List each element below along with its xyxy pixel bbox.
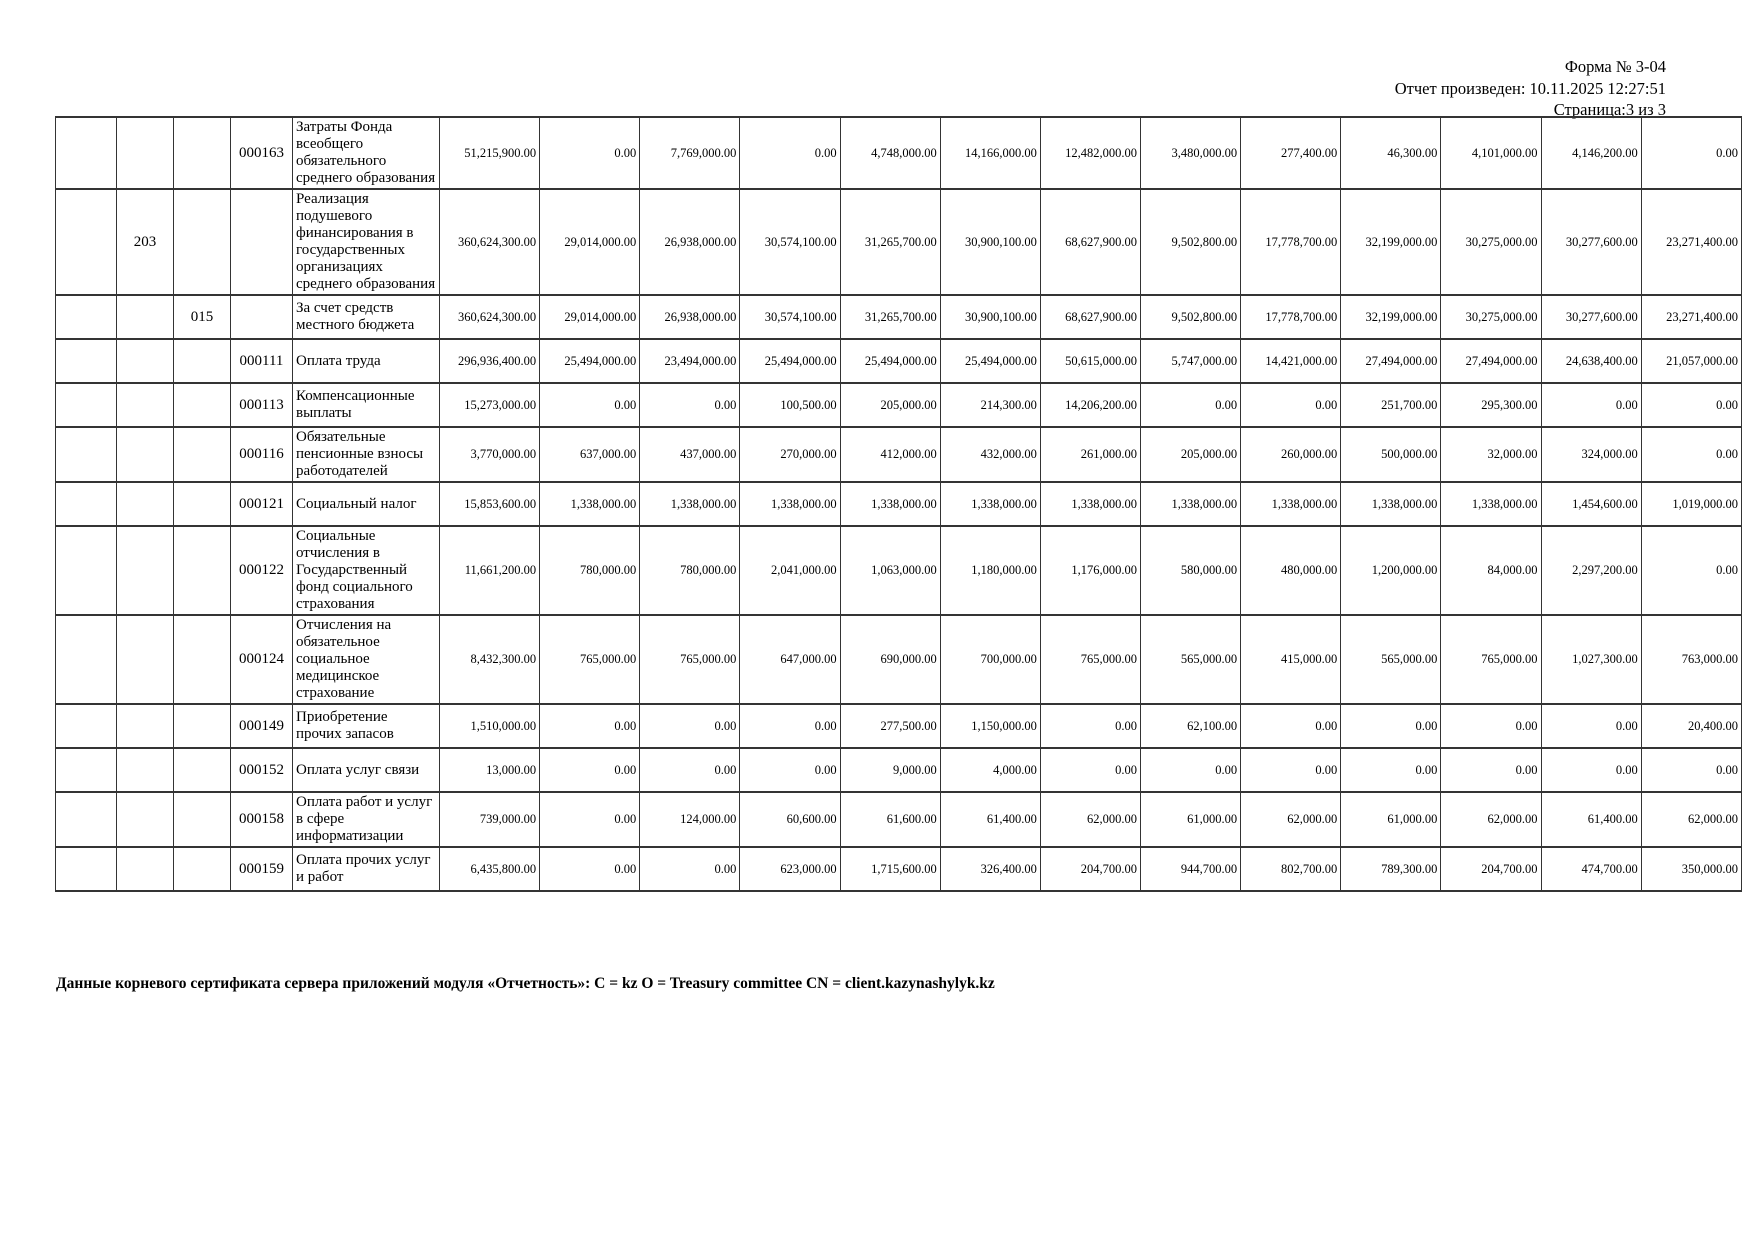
code-cell-2 [117, 615, 174, 704]
value-cell: 9,502,800.00 [1140, 189, 1240, 295]
report-table-body [56, 117, 1742, 891]
code-cell-3 [174, 189, 231, 295]
value-cell: 1,150,000.00 [940, 704, 1040, 748]
value-cell: 0.00 [740, 748, 840, 792]
value-cell: 25,494,000.00 [540, 339, 640, 383]
value-cell: 27,494,000.00 [1341, 339, 1441, 383]
value-cell: 29,014,000.00 [540, 189, 640, 295]
value-cell: 30,277,600.00 [1541, 189, 1641, 295]
value-cell: 0.00 [1541, 383, 1641, 427]
value-cell: 260,000.00 [1241, 427, 1341, 482]
code-cell-2 [117, 339, 174, 383]
value-cell: 27,494,000.00 [1441, 339, 1541, 383]
code-cell-4 [231, 295, 293, 339]
value-cell: 0.00 [740, 704, 840, 748]
value-cell: 474,700.00 [1541, 847, 1641, 891]
value-cell: 5,747,000.00 [1140, 339, 1240, 383]
value-cell: 62,100.00 [1140, 704, 1240, 748]
code-cell-2: 203 [117, 189, 174, 295]
value-cell: 30,277,600.00 [1541, 295, 1641, 339]
value-cell: 360,624,300.00 [440, 189, 540, 295]
description-cell: Реализация подушевого финансирования в государственных организациях среднего образования [293, 189, 440, 295]
value-cell: 31,265,700.00 [840, 189, 940, 295]
value-cell: 277,400.00 [1241, 117, 1341, 189]
value-cell: 84,000.00 [1441, 526, 1541, 615]
table-row [56, 117, 1742, 189]
code-cell-2 [117, 482, 174, 526]
value-cell: 50,615,000.00 [1040, 339, 1140, 383]
value-cell: 580,000.00 [1140, 526, 1240, 615]
value-cell: 0.00 [640, 847, 740, 891]
form-number: Форма № 3-04 [1564, 57, 1666, 76]
value-cell: 437,000.00 [640, 427, 740, 482]
value-cell: 61,400.00 [1541, 792, 1641, 847]
code-cell-3 [174, 482, 231, 526]
code-cell-2 [117, 792, 174, 847]
code-cell-3: 015 [174, 295, 231, 339]
value-cell: 0.00 [1541, 704, 1641, 748]
value-cell: 17,778,700.00 [1241, 189, 1341, 295]
value-cell: 205,000.00 [1140, 427, 1240, 482]
value-cell: 1,338,000.00 [840, 482, 940, 526]
value-cell: 61,000.00 [1140, 792, 1240, 847]
code-cell-1 [56, 383, 117, 427]
value-cell: 0.00 [1641, 526, 1741, 615]
value-cell: 25,494,000.00 [740, 339, 840, 383]
value-cell: 780,000.00 [540, 526, 640, 615]
value-cell: 1,180,000.00 [940, 526, 1040, 615]
code-cell-4: 000149 [231, 704, 293, 748]
value-cell: 1,338,000.00 [940, 482, 1040, 526]
value-cell: 30,275,000.00 [1441, 295, 1541, 339]
value-cell: 295,300.00 [1441, 383, 1541, 427]
description-cell: Оплата услуг связи [293, 748, 440, 792]
code-cell-4: 000152 [231, 748, 293, 792]
value-cell: 0.00 [1641, 117, 1741, 189]
value-cell: 1,338,000.00 [1441, 482, 1541, 526]
value-cell: 0.00 [640, 748, 740, 792]
value-cell: 68,627,900.00 [1040, 295, 1140, 339]
description-cell: Компенсационные выплаты [293, 383, 440, 427]
value-cell: 0.00 [640, 704, 740, 748]
value-cell: 0.00 [540, 748, 640, 792]
value-cell: 30,900,100.00 [940, 295, 1040, 339]
value-cell: 0.00 [540, 792, 640, 847]
value-cell: 32,199,000.00 [1341, 189, 1441, 295]
value-cell: 0.00 [540, 704, 640, 748]
table-row [56, 704, 1742, 748]
code-cell-2 [117, 295, 174, 339]
value-cell: 765,000.00 [1441, 615, 1541, 704]
value-cell: 29,014,000.00 [540, 295, 640, 339]
description-cell: Социальный налог [293, 482, 440, 526]
value-cell: 0.00 [1341, 748, 1441, 792]
value-cell: 565,000.00 [1140, 615, 1240, 704]
value-cell: 26,938,000.00 [640, 189, 740, 295]
value-cell: 1,715,600.00 [840, 847, 940, 891]
value-cell: 1,338,000.00 [1241, 482, 1341, 526]
code-cell-3 [174, 792, 231, 847]
value-cell: 62,000.00 [1241, 792, 1341, 847]
value-cell: 15,273,000.00 [440, 383, 540, 427]
value-cell: 1,338,000.00 [1040, 482, 1140, 526]
code-cell-3 [174, 615, 231, 704]
table-row [56, 615, 1742, 704]
value-cell: 690,000.00 [840, 615, 940, 704]
value-cell: 0.00 [1641, 383, 1741, 427]
value-cell: 1,338,000.00 [1341, 482, 1441, 526]
code-cell-2 [117, 704, 174, 748]
value-cell: 1,454,600.00 [1541, 482, 1641, 526]
value-cell: 60,600.00 [740, 792, 840, 847]
value-cell: 25,494,000.00 [940, 339, 1040, 383]
value-cell: 26,938,000.00 [640, 295, 740, 339]
value-cell: 1,338,000.00 [540, 482, 640, 526]
value-cell: 480,000.00 [1241, 526, 1341, 615]
value-cell: 739,000.00 [440, 792, 540, 847]
value-cell: 3,770,000.00 [440, 427, 540, 482]
value-cell: 270,000.00 [740, 427, 840, 482]
value-cell: 2,041,000.00 [740, 526, 840, 615]
code-cell-3 [174, 526, 231, 615]
value-cell: 765,000.00 [640, 615, 740, 704]
value-cell: 100,500.00 [740, 383, 840, 427]
value-cell: 214,300.00 [940, 383, 1040, 427]
table-row [56, 295, 1742, 339]
code-cell-2 [117, 748, 174, 792]
value-cell: 9,502,800.00 [1140, 295, 1240, 339]
table-row [56, 427, 1742, 482]
value-cell: 30,275,000.00 [1441, 189, 1541, 295]
value-cell: 0.00 [1341, 704, 1441, 748]
value-cell: 0.00 [740, 117, 840, 189]
description-cell: Приобретение прочих запасов [293, 704, 440, 748]
table-row [56, 847, 1742, 891]
value-cell: 500,000.00 [1341, 427, 1441, 482]
table-row [56, 482, 1742, 526]
code-cell-1 [56, 189, 117, 295]
code-cell-2 [117, 117, 174, 189]
description-cell: Оплата труда [293, 339, 440, 383]
code-cell-3 [174, 383, 231, 427]
value-cell: 61,000.00 [1341, 792, 1441, 847]
code-cell-1 [56, 792, 117, 847]
value-cell: 0.00 [1140, 748, 1240, 792]
value-cell: 0.00 [640, 383, 740, 427]
value-cell: 62,000.00 [1040, 792, 1140, 847]
table-row [56, 383, 1742, 427]
value-cell: 30,900,100.00 [940, 189, 1040, 295]
value-cell: 0.00 [1641, 748, 1741, 792]
value-cell: 637,000.00 [540, 427, 640, 482]
value-cell: 51,215,900.00 [440, 117, 540, 189]
value-cell: 204,700.00 [1040, 847, 1140, 891]
value-cell: 1,063,000.00 [840, 526, 940, 615]
value-cell: 360,624,300.00 [440, 295, 540, 339]
value-cell: 415,000.00 [1241, 615, 1341, 704]
code-cell-3 [174, 427, 231, 482]
value-cell: 11,661,200.00 [440, 526, 540, 615]
value-cell: 4,000.00 [940, 748, 1040, 792]
code-cell-4: 000121 [231, 482, 293, 526]
value-cell: 6,435,800.00 [440, 847, 540, 891]
value-cell: 763,000.00 [1641, 615, 1741, 704]
code-cell-3 [174, 847, 231, 891]
value-cell: 25,494,000.00 [840, 339, 940, 383]
code-cell-1 [56, 704, 117, 748]
code-cell-4: 000163 [231, 117, 293, 189]
value-cell: 780,000.00 [640, 526, 740, 615]
code-cell-1 [56, 748, 117, 792]
value-cell: 623,000.00 [740, 847, 840, 891]
value-cell: 13,000.00 [440, 748, 540, 792]
description-cell: Оплата прочих услуг и работ [293, 847, 440, 891]
value-cell: 204,700.00 [1441, 847, 1541, 891]
value-cell: 32,199,000.00 [1341, 295, 1441, 339]
code-cell-4: 000124 [231, 615, 293, 704]
value-cell: 765,000.00 [1040, 615, 1140, 704]
value-cell: 0.00 [540, 117, 640, 189]
value-cell: 23,271,400.00 [1641, 189, 1741, 295]
certificate-info: Данные корневого сертификата сервера приложений модуля «Отчетность»: C = kz O = Treasury committee CN = client.kazynashylyk.kz [56, 975, 995, 992]
code-cell-1 [56, 295, 117, 339]
value-cell: 124,000.00 [640, 792, 740, 847]
value-cell: 7,769,000.00 [640, 117, 740, 189]
value-cell: 4,146,200.00 [1541, 117, 1641, 189]
value-cell: 1,019,000.00 [1641, 482, 1741, 526]
value-cell: 3,480,000.00 [1140, 117, 1240, 189]
value-cell: 765,000.00 [540, 615, 640, 704]
value-cell: 0.00 [1040, 748, 1140, 792]
value-cell: 23,494,000.00 [640, 339, 740, 383]
code-cell-1 [56, 615, 117, 704]
value-cell: 61,400.00 [940, 792, 1040, 847]
report-header [1395, 56, 1666, 121]
code-cell-2 [117, 383, 174, 427]
value-cell: 9,000.00 [840, 748, 940, 792]
value-cell: 296,936,400.00 [440, 339, 540, 383]
code-cell-1 [56, 482, 117, 526]
code-cell-1 [56, 339, 117, 383]
value-cell: 68,627,900.00 [1040, 189, 1140, 295]
value-cell: 700,000.00 [940, 615, 1040, 704]
table-row [56, 189, 1742, 295]
value-cell: 46,300.00 [1341, 117, 1441, 189]
value-cell: 789,300.00 [1341, 847, 1441, 891]
value-cell: 32,000.00 [1441, 427, 1541, 482]
code-cell-2 [117, 526, 174, 615]
description-cell: За счет средств местного бюджета [293, 295, 440, 339]
value-cell: 14,166,000.00 [940, 117, 1040, 189]
code-cell-4: 000122 [231, 526, 293, 615]
code-cell-4: 000159 [231, 847, 293, 891]
value-cell: 0.00 [1140, 383, 1240, 427]
table-row [56, 526, 1742, 615]
value-cell: 1,200,000.00 [1341, 526, 1441, 615]
table-row [56, 748, 1742, 792]
value-cell: 30,574,100.00 [740, 295, 840, 339]
code-cell-4 [231, 189, 293, 295]
code-cell-3 [174, 704, 231, 748]
value-cell: 326,400.00 [940, 847, 1040, 891]
value-cell: 4,101,000.00 [1441, 117, 1541, 189]
value-cell: 350,000.00 [1641, 847, 1741, 891]
value-cell: 24,638,400.00 [1541, 339, 1641, 383]
description-cell: Социальные отчисления в Государственный фонд социального страхования [293, 526, 440, 615]
value-cell: 62,000.00 [1641, 792, 1741, 847]
value-cell: 944,700.00 [1140, 847, 1240, 891]
value-cell: 324,000.00 [1541, 427, 1641, 482]
code-cell-3 [174, 339, 231, 383]
code-cell-4: 000158 [231, 792, 293, 847]
value-cell: 62,000.00 [1441, 792, 1541, 847]
value-cell: 14,421,000.00 [1241, 339, 1341, 383]
description-cell: Затраты Фонда всеобщего обязательного среднего образования [293, 117, 440, 189]
code-cell-4: 000113 [231, 383, 293, 427]
value-cell: 31,265,700.00 [840, 295, 940, 339]
code-cell-4: 000111 [231, 339, 293, 383]
value-cell: 1,338,000.00 [640, 482, 740, 526]
code-cell-1 [56, 427, 117, 482]
code-cell-2 [117, 847, 174, 891]
value-cell: 12,482,000.00 [1040, 117, 1140, 189]
value-cell: 1,027,300.00 [1541, 615, 1641, 704]
value-cell: 30,574,100.00 [740, 189, 840, 295]
value-cell: 205,000.00 [840, 383, 940, 427]
value-cell: 1,338,000.00 [740, 482, 840, 526]
value-cell: 0.00 [1441, 704, 1541, 748]
value-cell: 20,400.00 [1641, 704, 1741, 748]
description-cell: Обязательные пенсионные взносы работодателей [293, 427, 440, 482]
code-cell-1 [56, 526, 117, 615]
value-cell: 2,297,200.00 [1541, 526, 1641, 615]
value-cell: 802,700.00 [1241, 847, 1341, 891]
value-cell: 21,057,000.00 [1641, 339, 1741, 383]
value-cell: 8,432,300.00 [440, 615, 540, 704]
value-cell: 23,271,400.00 [1641, 295, 1741, 339]
value-cell: 1,338,000.00 [1140, 482, 1240, 526]
description-cell: Оплата работ и услуг в сфере информатизации [293, 792, 440, 847]
description-cell: Отчисления на обязательное социальное медицинское страхование [293, 615, 440, 704]
value-cell: 251,700.00 [1341, 383, 1441, 427]
page-indicator: Страница:3 из 3 [1553, 100, 1666, 119]
code-cell-3 [174, 748, 231, 792]
value-cell: 1,510,000.00 [440, 704, 540, 748]
value-cell: 14,206,200.00 [1040, 383, 1140, 427]
value-cell: 412,000.00 [840, 427, 940, 482]
value-cell: 61,600.00 [840, 792, 940, 847]
value-cell: 261,000.00 [1040, 427, 1140, 482]
value-cell: 0.00 [1241, 383, 1341, 427]
code-cell-2 [117, 427, 174, 482]
value-cell: 0.00 [1241, 704, 1341, 748]
value-cell: 0.00 [540, 847, 640, 891]
code-cell-3 [174, 117, 231, 189]
value-cell: 17,778,700.00 [1241, 295, 1341, 339]
value-cell: 0.00 [540, 383, 640, 427]
value-cell: 1,176,000.00 [1040, 526, 1140, 615]
value-cell: 0.00 [1441, 748, 1541, 792]
code-cell-4: 000116 [231, 427, 293, 482]
code-cell-1 [56, 117, 117, 189]
value-cell: 565,000.00 [1341, 615, 1441, 704]
value-cell: 15,853,600.00 [440, 482, 540, 526]
value-cell: 0.00 [1040, 704, 1140, 748]
value-cell: 432,000.00 [940, 427, 1040, 482]
table-row [56, 339, 1742, 383]
value-cell: 0.00 [1641, 427, 1741, 482]
value-cell: 0.00 [1541, 748, 1641, 792]
value-cell: 647,000.00 [740, 615, 840, 704]
value-cell: 0.00 [1241, 748, 1341, 792]
value-cell: 4,748,000.00 [840, 117, 940, 189]
table-row [56, 792, 1742, 847]
report-generated-timestamp: Отчет произведен: 10.11.2025 12:27:51 [1394, 78, 1666, 98]
value-cell: 277,500.00 [840, 704, 940, 748]
budget-report-table [55, 116, 1742, 892]
code-cell-1 [56, 847, 117, 891]
